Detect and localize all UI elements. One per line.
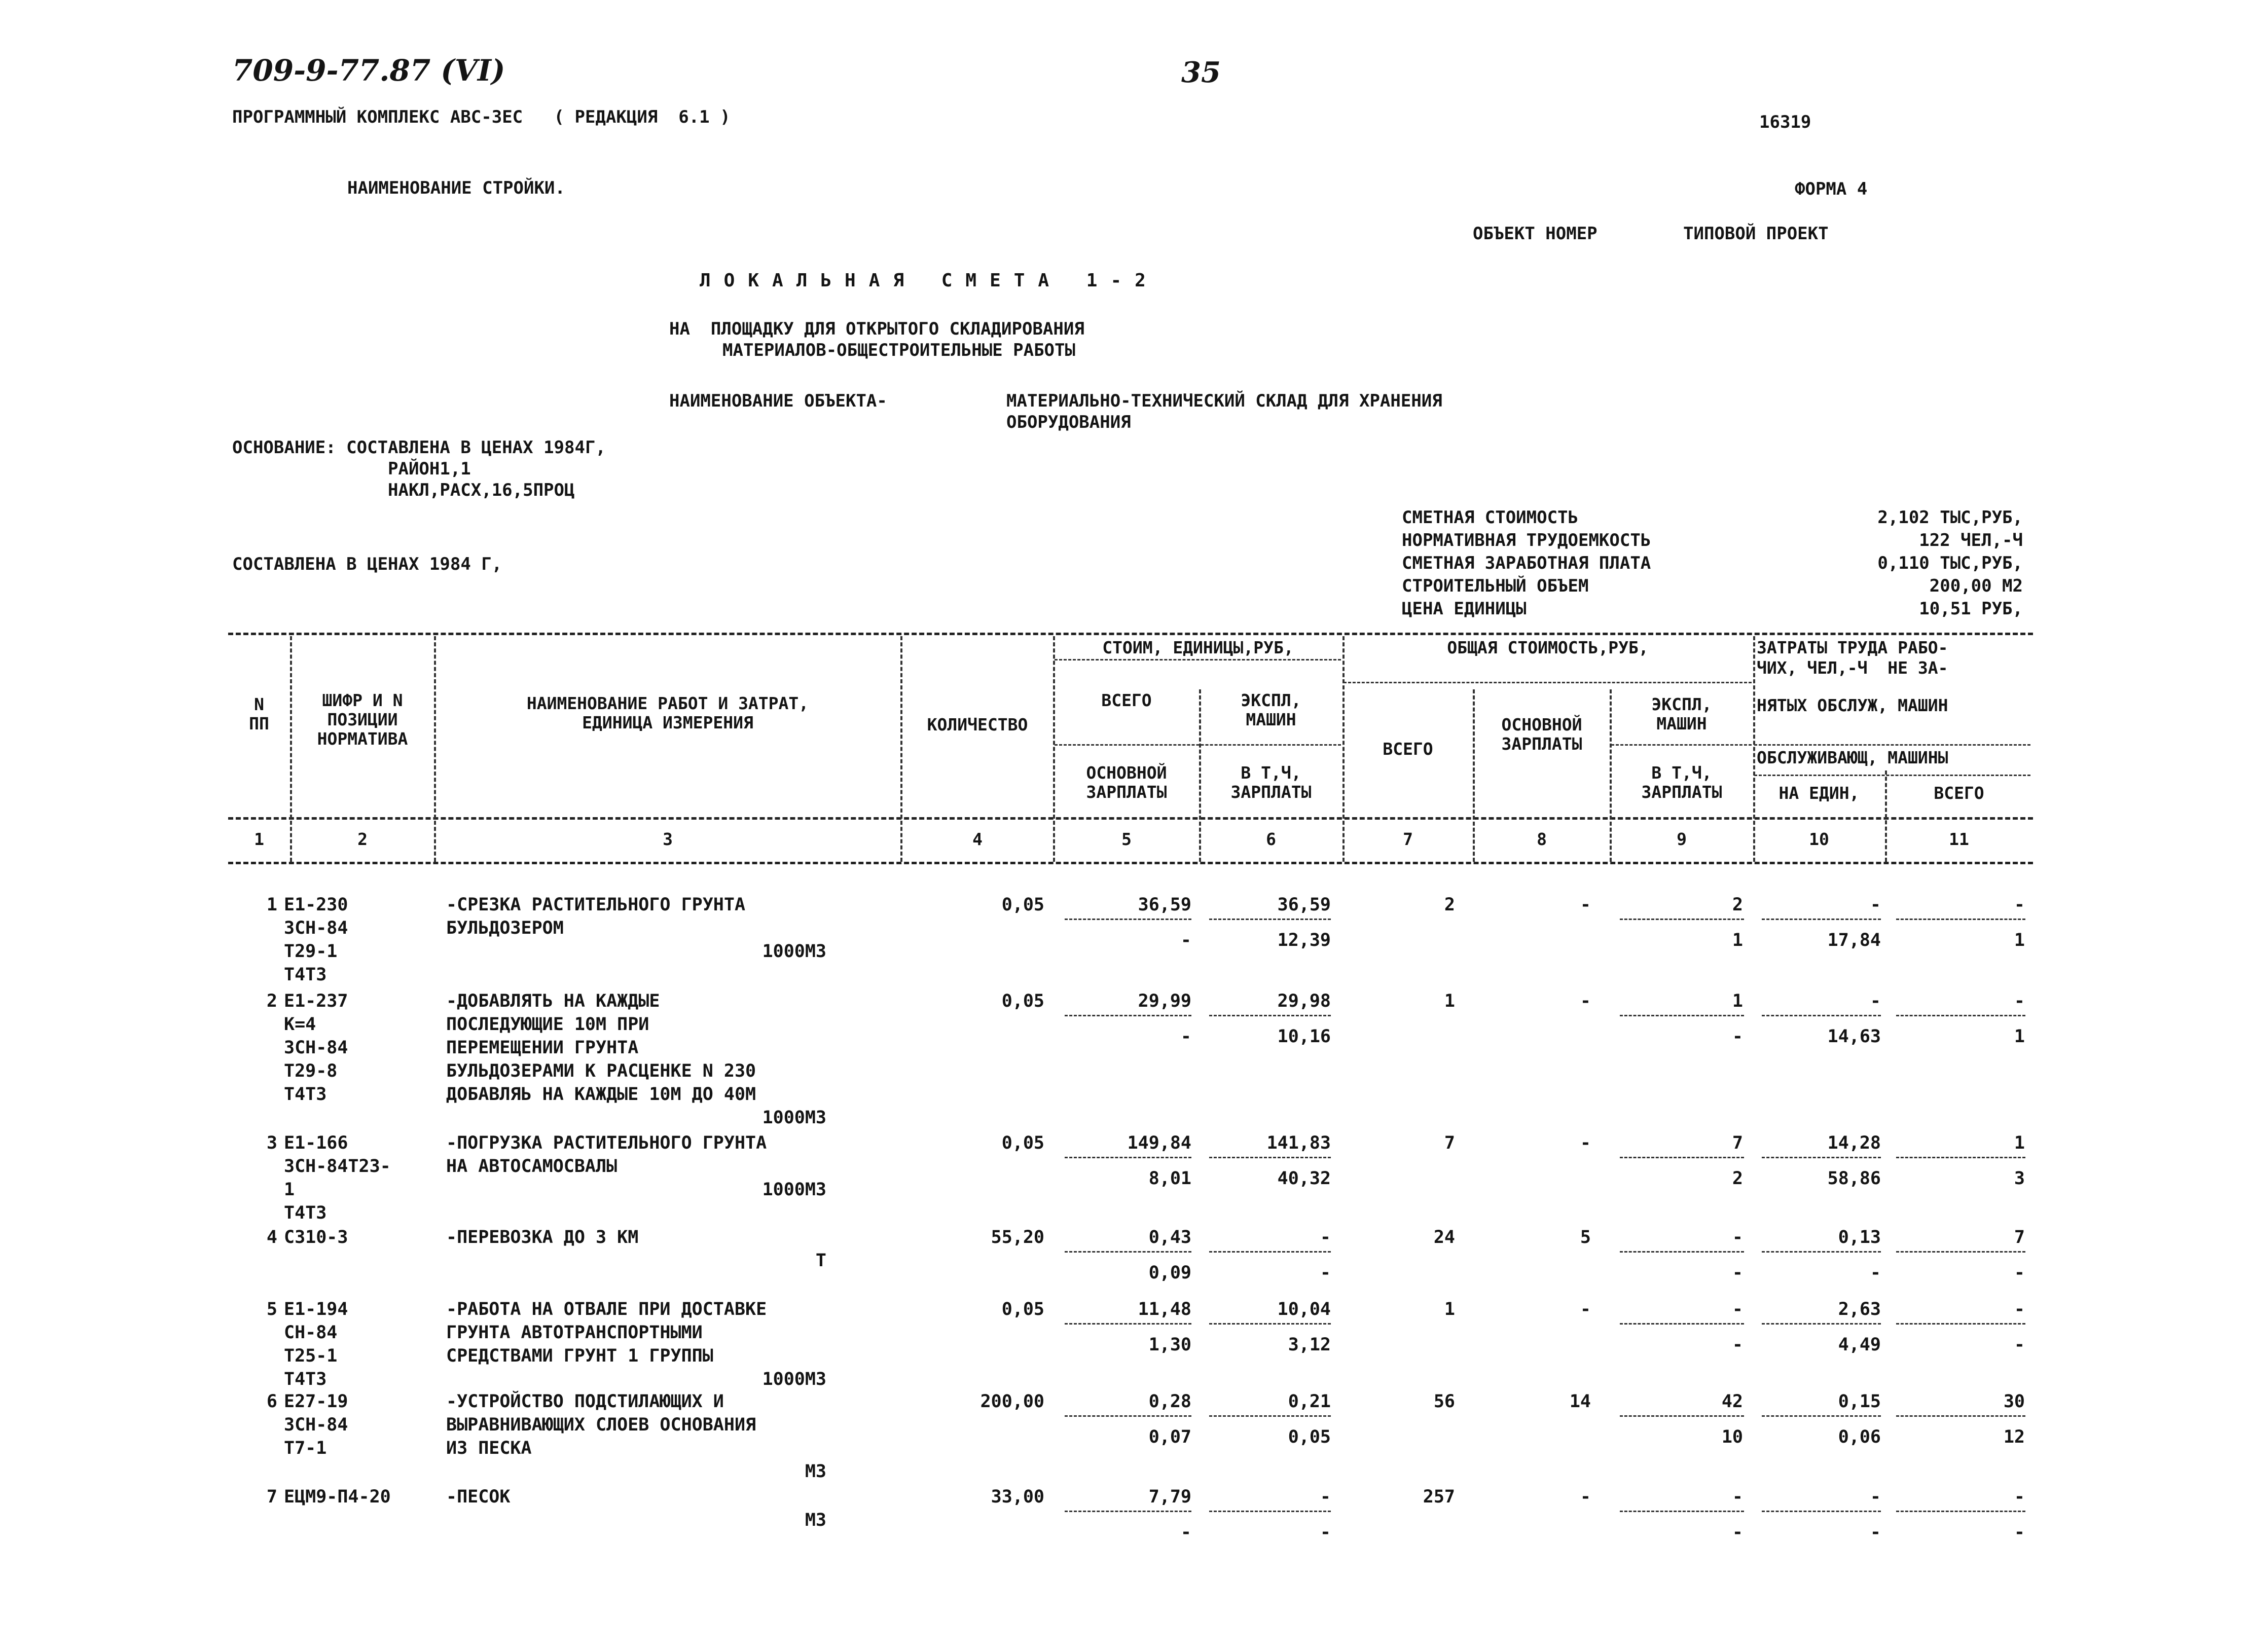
cell-sub-rule [1620, 1323, 1744, 1325]
labor-total: - [2014, 991, 2025, 1011]
row-work-name: -ПОГРУЗКА РАСТИТЕЛЬНОГО ГРУНТА [446, 1133, 767, 1153]
header-labor: НЯТЫХ ОБСЛУЖ, МАШИН [1757, 695, 1948, 715]
cell-sub-rule [1209, 1157, 1331, 1158]
form-label: ФОРМА 4 [1795, 179, 1868, 199]
summary-value: 0,110 ТЫС,РУБ, [1877, 553, 2023, 573]
row-work-name: -ПЕСОК [446, 1487, 511, 1507]
unit-cost-expl: 36,59 [1277, 895, 1331, 915]
labor-total: 12 [2003, 1427, 2025, 1447]
row-work-name: ВЫРАВНИВАЮЩИХ СЛОЕВ ОСНОВАНИЯ [446, 1415, 756, 1435]
total-cost-all: 24 [1433, 1227, 1455, 1247]
header-total-incl: В Т,Ч, [1651, 763, 1712, 783]
unit-cost-wage: 8,01 [1148, 1168, 1191, 1189]
row-code: СН-84 [284, 1323, 338, 1343]
summary-label: СТРОИТЕЛЬНЫЙ ОБЪЕМ [1402, 576, 1589, 596]
doc-number: 16319 [1759, 112, 1811, 132]
cell-sub-rule [1896, 1157, 2025, 1158]
header-unit-incl: ЗАРПЛАТЫ [1230, 782, 1312, 802]
total-cost-expl: - [1732, 1227, 1743, 1247]
cell-sub-rule [1762, 1015, 1881, 1016]
sub-rule [1055, 744, 1341, 746]
row-number: 4 [266, 1227, 277, 1247]
header-code: ПОЗИЦИИ [327, 710, 398, 729]
cell-sub-rule [1762, 1251, 1881, 1253]
header-total-wage: ОСНОВНОЙ [1501, 715, 1582, 735]
row-unit: М3 [805, 1510, 826, 1530]
row-code: Т7-1 [284, 1438, 327, 1458]
unit-cost-expl: 29,98 [1277, 991, 1331, 1011]
unit-cost-total: 36,59 [1138, 895, 1191, 915]
construction-label: НАИМЕНОВАНИЕ СТРОЙКИ. [347, 178, 565, 198]
labor-total: 1 [2014, 930, 2025, 950]
unit-cost-expl: 10,04 [1277, 1299, 1331, 1319]
unit-cost-incl-wage: 3,12 [1288, 1335, 1331, 1355]
column-number: 5 [1121, 829, 1132, 849]
labor-per-unit: - [1870, 895, 1881, 915]
cell-sub-rule [1896, 1015, 2025, 1016]
header-total-cost: ОБЩАЯ СТОИМОСТЬ,РУБ, [1447, 638, 1649, 657]
unit-cost-incl-wage: - [1320, 1263, 1331, 1283]
header-total-incl: ЗАРПЛАТЫ [1641, 782, 1722, 802]
row-work-name: ИЗ ПЕСКА [446, 1438, 532, 1458]
cell-sub-rule [1065, 1015, 1191, 1016]
object-name-1: МАТЕРИАЛЬНО-ТЕХНИЧЕСКИЙ СКЛАД ДЛЯ ХРАНЕНИЯ [1006, 391, 1442, 411]
cell-sub-rule [1065, 1323, 1191, 1325]
cell-sub-rule [1209, 1415, 1331, 1417]
unit-cost-incl-wage: - [1320, 1522, 1331, 1543]
row-unit: 1000М3 [762, 1369, 826, 1389]
labor-total: 3 [2014, 1168, 2025, 1189]
cell-sub-rule [1896, 919, 2025, 920]
labor-total: - [2014, 1335, 2025, 1355]
unit-cost-incl-wage: 40,32 [1277, 1168, 1331, 1189]
sub-rule [1344, 682, 1752, 683]
total-cost-incl-wage: - [1732, 1335, 1743, 1355]
cell-sub-rule [1065, 1511, 1191, 1512]
total-cost-all: 257 [1423, 1487, 1455, 1507]
column-number: 4 [972, 829, 983, 849]
total-cost-wage: 5 [1580, 1227, 1591, 1247]
table-top-rule [228, 633, 2033, 635]
row-work-name: ПЕРЕМЕЩЕНИИ ГРУНТА [446, 1038, 639, 1058]
header-work-name: ЕДИНИЦА ИЗМЕРЕНИЯ [582, 713, 753, 732]
header-total-all: ВСЕГО [1383, 739, 1433, 759]
unit-cost-expl: - [1320, 1227, 1331, 1247]
column-number: 11 [1949, 829, 1969, 849]
row-code: Е1-194 [284, 1299, 348, 1319]
row-number: 7 [266, 1487, 277, 1507]
object-number-label: ОБЪЕКТ НОМЕР [1473, 224, 1598, 244]
total-cost-wage: - [1580, 895, 1591, 915]
row-unit: 1000М3 [762, 1180, 826, 1200]
column-number: 2 [357, 829, 368, 849]
sub-rule [1754, 775, 2030, 776]
unit-cost-total: 29,99 [1138, 991, 1191, 1011]
labor-total: - [2014, 1487, 2025, 1507]
col-divider [900, 636, 902, 862]
total-cost-wage: - [1580, 991, 1591, 1011]
labor-per-unit: 17,84 [1827, 930, 1881, 950]
summary-label: ЦЕНА ЕДИНИЦЫ [1402, 599, 1527, 619]
object-name-2: ОБОРУДОВАНИЯ [1006, 412, 1131, 432]
summary-value: 10,51 РУБ, [1919, 599, 2023, 619]
summary-value: 122 ЧЕЛ,-Ч [1919, 530, 2023, 550]
header-unit-incl: В Т,Ч, [1241, 763, 1301, 783]
row-quantity: 55,20 [991, 1227, 1044, 1247]
cell-sub-rule [1065, 1157, 1191, 1158]
row-quantity: 33,00 [991, 1487, 1044, 1507]
row-number: 6 [266, 1391, 277, 1412]
header-n: N [254, 694, 264, 714]
row-quantity: 200,00 [980, 1391, 1044, 1412]
labor-total: - [2014, 1299, 2025, 1319]
header-rule [228, 817, 2033, 820]
total-cost-all: 1 [1444, 1299, 1455, 1319]
row-code: ЗСН-84 [284, 1038, 348, 1058]
labor-total: 30 [2003, 1391, 2025, 1412]
estimate-title: ЛОКАЛЬНАЯ СМЕТА 1-2 [700, 270, 1159, 291]
row-code: Т25-1 [284, 1346, 338, 1366]
total-cost-expl: 42 [1721, 1391, 1743, 1412]
column-number: 10 [1809, 829, 1829, 849]
row-quantity: 0,05 [1001, 895, 1044, 915]
total-cost-all: 2 [1444, 895, 1455, 915]
sub-rule [1611, 744, 1752, 746]
column-number: 7 [1403, 829, 1413, 849]
row-code: Т4Т3 [284, 1203, 327, 1223]
cell-sub-rule [1620, 919, 1744, 920]
labor-per-unit: 0,13 [1838, 1227, 1881, 1247]
basis-line-1: ОСНОВАНИЕ: СОСТАВЛЕНА В ЦЕНАХ 1984Г, [232, 437, 606, 458]
header-total-wage: ЗАРПЛАТЫ [1501, 734, 1582, 754]
header-unit-wage: ОСНОВНОЙ [1086, 763, 1167, 783]
unit-cost-expl: 141,83 [1266, 1133, 1331, 1153]
row-code: ЗСН-84 [284, 1415, 348, 1435]
unit-cost-incl-wage: 0,05 [1288, 1427, 1331, 1447]
unit-cost-wage: 0,07 [1148, 1427, 1191, 1447]
header-labor: ЧИХ, ЧЕЛ,-Ч НЕ ЗА- [1757, 658, 1948, 678]
cell-sub-rule [1209, 1015, 1331, 1016]
row-code: Т4Т3 [284, 965, 327, 985]
labor-per-unit: - [1870, 1522, 1881, 1543]
header-code: НОРМАТИВА [317, 729, 408, 749]
labor-per-unit: - [1870, 991, 1881, 1011]
cell-sub-rule [1209, 919, 1331, 920]
header-quantity: КОЛИЧЕСТВО [927, 715, 1028, 735]
labor-total: - [2014, 1522, 2025, 1543]
unit-cost-incl-wage: 12,39 [1277, 930, 1331, 950]
row-code: 1 [284, 1180, 295, 1200]
unit-cost-expl: 0,21 [1288, 1391, 1331, 1412]
unit-cost-wage: - [1180, 1522, 1191, 1543]
object-label: НАИМЕНОВАНИЕ ОБЪЕКТА- [669, 391, 887, 411]
total-cost-expl: 2 [1732, 895, 1743, 915]
unit-cost-wage: 1,30 [1148, 1335, 1191, 1355]
row-code: Т29-1 [284, 941, 338, 962]
header-unit-wage: ЗАРПЛАТЫ [1086, 782, 1167, 802]
row-code: Т4Т3 [284, 1369, 327, 1389]
summary-value: 200,00 М2 [1929, 576, 2023, 596]
estimate-subtitle-2: МАТЕРИАЛОВ-ОБЩЕСТРОИТЕЛЬНЫЕ РАБОТЫ [722, 340, 1075, 360]
total-cost-expl: 7 [1732, 1133, 1743, 1153]
labor-per-unit: 4,49 [1838, 1335, 1881, 1355]
basis-line-2: РАЙОН1,1 [388, 459, 471, 479]
row-work-name: ДОБАВЛЯЬ НА КАЖДЫЕ 10М ДО 40М [446, 1084, 756, 1105]
column-number: 3 [663, 829, 673, 849]
unit-cost-total: 0,28 [1148, 1391, 1191, 1412]
labor-total: 7 [2014, 1227, 2025, 1247]
cell-sub-rule [1762, 1157, 1881, 1158]
cell-sub-rule [1762, 919, 1881, 920]
row-code: Е27-19 [284, 1391, 348, 1412]
row-code: Т29-8 [284, 1061, 338, 1081]
header-total-expl: МАШИН [1656, 714, 1707, 733]
unit-cost-wage: 0,09 [1148, 1263, 1191, 1283]
unit-cost-total: 0,43 [1148, 1227, 1191, 1247]
column-number: 9 [1677, 829, 1687, 849]
unit-cost-incl-wage: 10,16 [1277, 1026, 1331, 1047]
row-unit: М3 [805, 1461, 826, 1482]
total-cost-wage: - [1580, 1133, 1591, 1153]
total-cost-expl: - [1732, 1487, 1743, 1507]
row-code: ЗСН-84 [284, 918, 348, 938]
labor-per-unit: 2,63 [1838, 1299, 1881, 1319]
row-unit: Т [815, 1251, 826, 1271]
sub-rule [1055, 659, 1341, 660]
row-work-name: СРЕДСТВАМИ ГРУНТ 1 ГРУППЫ [446, 1346, 713, 1366]
total-cost-incl-wage: 1 [1732, 930, 1743, 950]
header-labor-total: ВСЕГО [1934, 783, 1984, 803]
row-work-name: БУЛЬДОЗЕРАМИ К РАСЦЕНКЕ N 230 [446, 1061, 756, 1081]
row-work-name: -РАБОТА НА ОТВАЛЕ ПРИ ДОСТАВКЕ [446, 1299, 767, 1319]
header-unit-cost: СТОИМ, ЕДИНИЦЫ,РУБ, [1102, 638, 1294, 657]
row-unit: 1000М3 [762, 941, 826, 962]
cell-sub-rule [1896, 1251, 2025, 1253]
unit-cost-wage: - [1180, 930, 1191, 950]
cell-sub-rule [1065, 919, 1191, 920]
column-number: 8 [1537, 829, 1547, 849]
labor-total: 1 [2014, 1026, 2025, 1047]
row-code: Е1-237 [284, 991, 348, 1011]
row-work-name: -СРЕЗКА РАСТИТЕЛЬНОГО ГРУНТА [446, 895, 746, 915]
unit-cost-total: 7,79 [1148, 1487, 1191, 1507]
handwritten-code: 709-9-77.87 (VI) [232, 53, 505, 88]
row-quantity: 0,05 [1001, 991, 1044, 1011]
cell-sub-rule [1762, 1511, 1881, 1512]
row-code: К=4 [284, 1014, 316, 1035]
total-cost-incl-wage: 10 [1721, 1427, 1743, 1447]
total-cost-incl-wage: - [1732, 1263, 1743, 1283]
prices-line: СОСТАВЛЕНА В ЦЕНАХ 1984 Г, [232, 554, 502, 574]
row-code: Т4Т3 [284, 1084, 327, 1105]
header-labor: ОБСЛУЖИВАЮЩ, МАШИНЫ [1757, 748, 1948, 767]
cell-sub-rule [1620, 1511, 1744, 1512]
unit-cost-total: 11,48 [1138, 1299, 1191, 1319]
cell-sub-rule [1620, 1015, 1744, 1016]
cell-sub-rule [1209, 1251, 1331, 1253]
cell-sub-rule [1209, 1511, 1331, 1512]
col-divider [434, 636, 436, 862]
cell-sub-rule [1762, 1323, 1881, 1325]
cell-sub-rule [1209, 1323, 1331, 1325]
header-unit-expl: МАШИН [1246, 710, 1296, 729]
total-cost-wage: - [1580, 1299, 1591, 1319]
header-labor-per-unit: НА ЕДИН, [1778, 783, 1860, 803]
row-number: 2 [266, 991, 277, 1011]
header-pp: ПП [249, 714, 269, 733]
cell-sub-rule [1065, 1415, 1191, 1417]
labor-per-unit: 0,06 [1838, 1427, 1881, 1447]
total-cost-incl-wage: - [1732, 1026, 1743, 1047]
estimate-subtitle-1: НА ПЛОЩАДКУ ДЛЯ ОТКРЫТОГО СКЛАДИРОВАНИЯ [669, 319, 1084, 339]
row-number: 1 [266, 895, 277, 915]
unit-cost-wage: - [1180, 1026, 1191, 1047]
header-total-expl: ЭКСПЛ, [1651, 694, 1712, 714]
row-work-name: БУЛЬДОЗЕРОМ [446, 918, 564, 938]
row-work-name: НА АВТОСАМОСВАЛЫ [446, 1156, 618, 1177]
total-cost-all: 56 [1433, 1391, 1455, 1412]
row-code: Е1-230 [284, 895, 348, 915]
unit-cost-expl: - [1320, 1487, 1331, 1507]
labor-total: 1 [2014, 1133, 2025, 1153]
row-code: С310-3 [284, 1227, 348, 1247]
project-label: ТИПОВОЙ ПРОЕКТ [1683, 224, 1829, 244]
cell-sub-rule [1896, 1511, 2025, 1512]
total-cost-wage: 14 [1569, 1391, 1591, 1412]
header-code: ШИФР И N [322, 690, 403, 710]
total-cost-incl-wage: 2 [1732, 1168, 1743, 1189]
column-number: 6 [1266, 829, 1276, 849]
cell-sub-rule [1620, 1251, 1744, 1253]
row-work-name: -ПЕРЕВОЗКА ДО 3 КМ [446, 1227, 639, 1247]
row-number: 3 [266, 1133, 277, 1153]
row-code: ЗСН-84Т23- [284, 1156, 391, 1177]
summary-value: 2,102 ТЫС,РУБ, [1877, 507, 2023, 528]
header-unit-expl: ЭКСПЛ, [1241, 690, 1301, 710]
summary-label: СМЕТНАЯ СТОИМОСТЬ [1402, 507, 1578, 528]
row-work-name: ГРУНТА АВТОТРАНСПОРТНЫМИ [446, 1323, 703, 1343]
total-cost-all: 7 [1444, 1133, 1455, 1153]
total-cost-expl: - [1732, 1299, 1743, 1319]
header-labor: ЗАТРАТЫ ТРУДА РАБО- [1757, 638, 1948, 657]
page-number: 35 [1181, 56, 1221, 89]
row-code: ЕЦМ9-П4-20 [284, 1487, 391, 1507]
program-line: ПРОГРАММНЫЙ КОМПЛЕКС АВС-3ЕС ( РЕДАКЦИЯ 6.1 ) [232, 107, 731, 127]
sub-rule [1754, 744, 2030, 746]
cell-sub-rule [1762, 1415, 1881, 1417]
col-divider [1753, 636, 1755, 862]
cell-sub-rule [1620, 1157, 1744, 1158]
row-unit: 1000М3 [762, 1108, 826, 1128]
row-work-name: ПОСЛЕДУЮЩИЕ 10М ПРИ [446, 1014, 649, 1035]
total-cost-incl-wage: - [1732, 1522, 1743, 1543]
labor-total: - [2014, 1263, 2025, 1283]
labor-per-unit: 14,63 [1827, 1026, 1881, 1047]
labor-per-unit: 14,28 [1827, 1133, 1881, 1153]
total-cost-all: 1 [1444, 991, 1455, 1011]
row-code: Е1-166 [284, 1133, 348, 1153]
labor-per-unit: 0,15 [1838, 1391, 1881, 1412]
col-divider [1053, 636, 1055, 862]
total-cost-wage: - [1580, 1487, 1591, 1507]
cell-sub-rule [1896, 1415, 2025, 1417]
row-quantity: 0,05 [1001, 1133, 1044, 1153]
summary-label: НОРМАТИВНАЯ ТРУДОЕМКОСТЬ [1402, 530, 1651, 550]
row-work-name: -ДОБАВЛЯТЬ НА КАЖДЫЕ [446, 991, 660, 1011]
cell-sub-rule [1620, 1415, 1744, 1417]
row-quantity: 0,05 [1001, 1299, 1044, 1319]
cell-sub-rule [1896, 1323, 2025, 1325]
labor-per-unit: - [1870, 1263, 1881, 1283]
labor-total: - [2014, 895, 2025, 915]
labor-per-unit: - [1870, 1487, 1881, 1507]
row-work-name: -УСТРОЙСТВО ПОДСТИЛАЮЩИХ И [446, 1391, 724, 1412]
column-number-rule [228, 862, 2033, 864]
row-number: 5 [266, 1299, 277, 1319]
summary-label: СМЕТНАЯ ЗАРАБОТНАЯ ПЛАТА [1402, 553, 1651, 573]
basis-line-3: НАКЛ,РАСХ,16,5ПРОЦ [388, 480, 575, 500]
unit-cost-total: 149,84 [1127, 1133, 1191, 1153]
column-number: 1 [254, 829, 264, 849]
header-unit-total: ВСЕГО [1101, 690, 1152, 710]
cell-sub-rule [1065, 1251, 1191, 1253]
labor-per-unit: 58,86 [1827, 1168, 1881, 1189]
total-cost-expl: 1 [1732, 991, 1743, 1011]
header-work-name: НАИМЕНОВАНИЕ РАБОТ И ЗАТРАТ, [526, 693, 809, 713]
